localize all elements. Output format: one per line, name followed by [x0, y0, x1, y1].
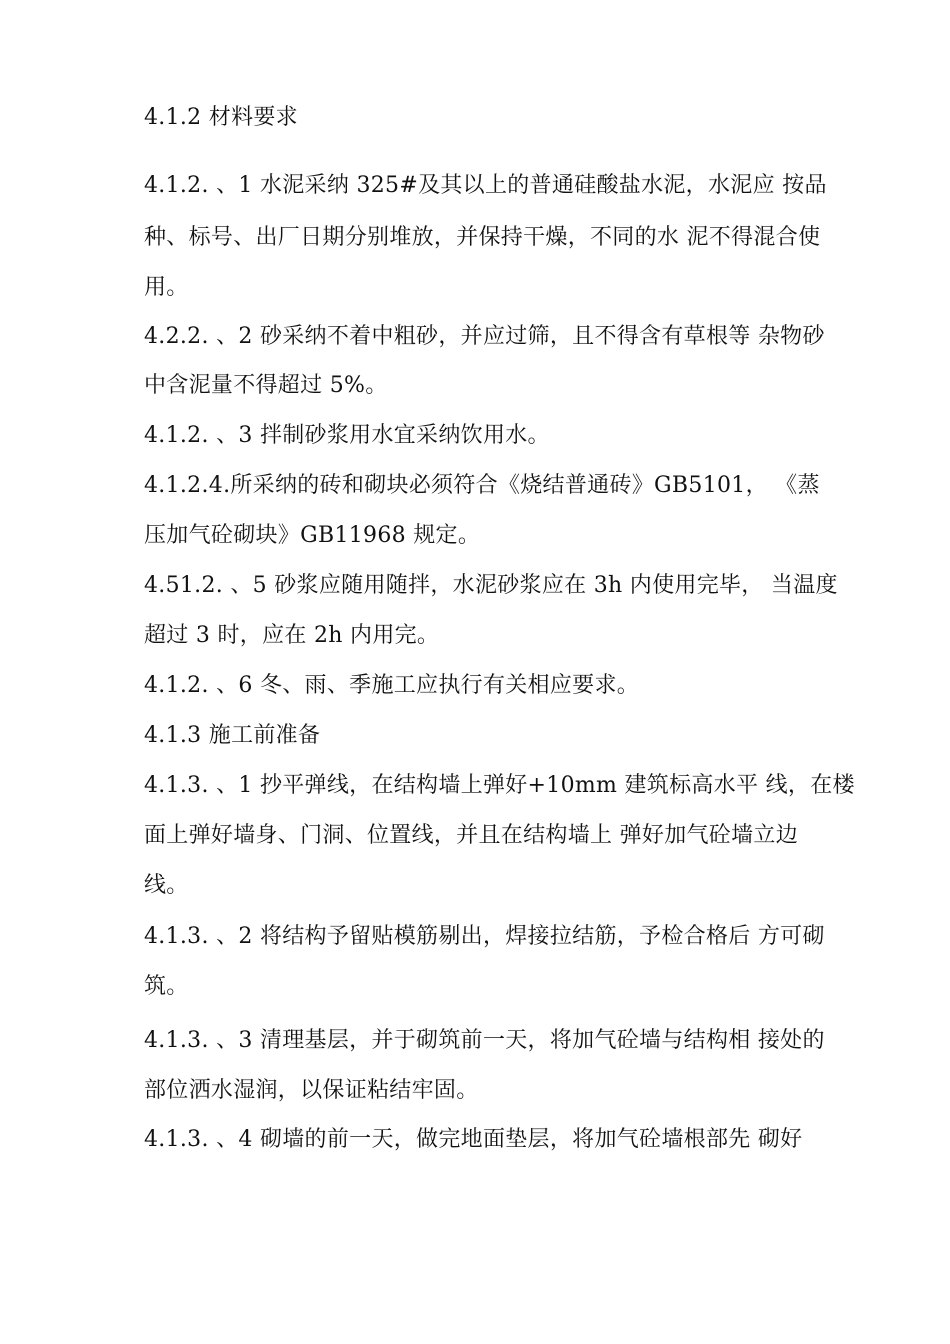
section-heading-4-1-2: 4.1.2 材料要求: [144, 105, 298, 130]
paragraph-line: 部位洒水湿润，以保证粘结牢固。: [144, 1078, 479, 1103]
paragraph-line: 种、标号、出厂日期分别堆放，并保持干燥，不同的水 泥不得混合使: [144, 225, 821, 250]
paragraph-line: 4.1.3. 、1 抄平弹线，在结构墙上弹好+10mm 建筑标高水平 线，在楼: [144, 773, 855, 798]
paragraph-line: 4.1.2. 、6 冬、雨、季施工应执行有关相应要求。: [144, 673, 640, 698]
paragraph-line: 超过 3 时，应在 2h 内用完。: [144, 623, 440, 648]
paragraph-line: 4.1.3. 、4 砌墙的前一天，做完地面垫层，将加气砼墙根部先 砌好: [144, 1127, 803, 1152]
paragraph-line: 4.1.2. 、3 拌制砂浆用水宜采纳饮用水。: [144, 423, 550, 448]
paragraph-line: 线。: [144, 873, 189, 898]
paragraph-line: 4.1.3. 、3 清理基层，并于砌筑前一天，将加气砼墙与结构相 接处的: [144, 1028, 825, 1053]
paragraph-line: 4.1.2. 、1 水泥采纳 325#及其以上的普通硅酸盐水泥，水泥应 按品: [144, 173, 827, 198]
paragraph-line: 4.1.3. 、2 将结构予留贴模筋剔出，焊接拉结筋，予检合格后 方可砌: [144, 924, 825, 949]
paragraph-line: 压加气砼砌块》GB11968 规定。: [144, 523, 481, 548]
paragraph-line: 4.1.2.4.所采纳的砖和砌块必须符合《烧结普通砖》GB5101， 《蒸: [144, 473, 820, 498]
paragraph-line: 筑。: [144, 974, 189, 999]
paragraph-line: 中含泥量不得超过 5%。: [144, 373, 388, 398]
paragraph-line: 4.51.2. 、5 砂浆应随用随拌，水泥砂浆应在 3h 内使用完毕， 当温度: [144, 573, 838, 598]
section-heading-4-1-3: 4.1.3 施工前准备: [144, 723, 321, 748]
paragraph-line: 4.2.2. 、2 砂采纳不着中粗砂，并应过筛，且不得含有草根等 杂物砂: [144, 324, 825, 349]
paragraph-line: 用。: [144, 275, 189, 300]
paragraph-line: 面上弹好墙身、门洞、位置线，并且在结构墙上 弹好加气砼墙立边: [144, 823, 798, 848]
